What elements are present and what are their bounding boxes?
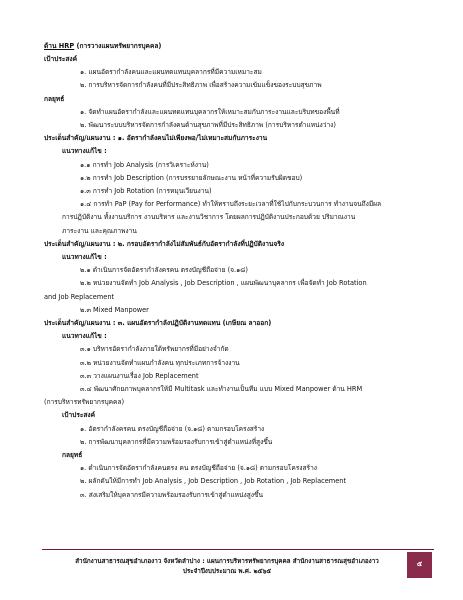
body-heading-line: แนวทางแก้ไข : — [62, 147, 107, 156]
body-heading-line: ประเด็นสำคัญ/แผนงาน : ๒. กรอบอัตรากำลังไม่สัมพันธ์กับอัตรากำลังที่ปฏิบัติงานจริง — [44, 239, 285, 248]
body-text-line: ๑. จัดทำแผนอัตรากำลังและแผนทดแทนบุคลากรให้เหมาะสมกับภาระงานและบริบทของพื้นที่ — [80, 107, 340, 116]
body-text-line: ๑.๔ การทำ PaP (Pay for Performance) ทำให้ทราบถึงระยะเวลาที่ใช้ไปกับกระบวนการ ทำงานจนถึงมีผล — [80, 200, 382, 209]
footer-title: สำนักงานสาธารณสุขอำเภองาว จังหวัดลำปาง : แผนการบริหารทรัพยากรบุคคล สำนักงานสาธารณสุขอำเภองาว — [75, 558, 379, 565]
body-heading-line: แนวทางแก้ไข : — [62, 253, 107, 261]
body-text-line: ภาระงาน และคุณภาพงาน — [62, 226, 137, 235]
body-text-line: ๑. ดำเนินการจัดอัตรากำลังคนตรง คน ตรงบัญชีถือจ่าย (จ.๑๘) ตามกรอบโครงสร้าง — [80, 464, 318, 473]
body-text-line: ๒.๑ ดำเนินการจัดอัตรากำลังครคน ตรงบัญชีถือจ่าย (จ.๑๘) — [80, 266, 248, 275]
page-number-badge — [407, 552, 432, 578]
body-text-line: ๒. การบริหารจัดการกำลังคนที่มีประสิทธิภาพ เพื่อสร้างความเข้มแข็งของระบบสุขภาพ — [80, 81, 322, 90]
body-heading-line: เป้าประสงค์ — [62, 411, 96, 420]
body-text-line: ๑.๓ การทำ Job Rotation (การหมุนเวียนงาน) — [80, 187, 212, 195]
body-heading-line: กลยุทธ์ — [62, 451, 83, 459]
section-heading — [44, 42, 161, 51]
body-text-line: ๒. การพัฒนาบุคลากรที่มีความพร้อมรองรับการเข้าสู่ตำแหน่งที่สูงขึ้น — [80, 437, 273, 446]
section-heading-suffix: (การวางแผนทรัพยากรบุคคล) — [74, 42, 162, 50]
body-text-line: ๓. ส่งเสริมให้บุคลากรมีความพร้อมรองรับการเข้าสู่ตำแหน่งสูงขึ้น — [80, 490, 263, 499]
body-text-line: ๒.๓ Mixed Manpower — [80, 305, 149, 314]
body-heading-line: กลยุทธ์ — [44, 94, 65, 103]
body-text-line: (การบริหารทรัพยากรบุคคล) — [44, 398, 125, 407]
body-text-line: ๓.๔ พัฒนาศักยภาพบุคลากรให้มี Multitask และทำงานเป็นทีม แบบ Mixed Manpower ด้าน HRM — [80, 385, 363, 393]
body-text-line: ๑. อัตรากำลังครคน ตรงบัญชีถือจ่าย (จ.๑๘) ตามกรอบโครงสร้าง — [80, 424, 265, 433]
footer-divider — [42, 549, 434, 550]
body-heading-line: แนวทางแก้ไข : — [62, 332, 107, 341]
body-text-line: ๑. แผนอัตรากำลังคนและแผนทดแทนบุคลากรที่มีความเหมาะสม — [80, 68, 262, 77]
body-text-line: ๒. พัฒนาระบบบริหารจัดการกำลังคนด้านสุขภาพที่มีประสิทธิภาพ (การบริหารตำแหน่งว่าง) — [80, 121, 336, 129]
body-text-line: ๑.๒ การทำ Job Description (การบรรยายลักษณะงาน หน้าที่ความรับผิดชอบ) — [80, 173, 303, 182]
body-text-line: การปฏิบัติงาน ทั้งงานบริการ งานบริหาร และงานวิชาการ โดยผลการปฏิบัติงานประกอบด้วย ปริมาณงาน — [62, 213, 356, 222]
body-text-line: ๓.๑ บริหารอัตรากำลังภายใต้ทรัพยากรที่มีอย่างจำกัด — [80, 345, 229, 354]
body-text-line: ๒. ผลักดันให้มีการทำ Job Analysis , Job Description , Job Rotation , Job Replacement — [80, 477, 347, 486]
body-text-line: and Job Replacement — [44, 292, 115, 301]
page-number: ๕ — [416, 560, 423, 568]
section-heading-prefix: ด้าน HRP — [44, 42, 75, 50]
body-text-line: ๓.๓ วางแผนงานเรื่อง Job Replacement — [80, 371, 199, 380]
body-text-line: ๒.๒ หน่วยงานจัดทำ Job Analysis , Job Description , แผนพัฒนาบุคลากร เพื่อจัดทำ Job Rotation — [80, 279, 367, 288]
footer-fiscal-year: ประจำปีงบประมาณ พ.ศ. ๒๕๖๕ — [182, 568, 272, 575]
body-heading-line: ประเด็นสำคัญ/แผนงาน : ๑. อัตรากำลังคนไม่เพียงพอ/ไม่เหมาะสมกับภาระงาน — [44, 134, 268, 143]
body-text-line: ๓.๒ หน่วยงานจัดทำแผนกำลังคน ทุกประเภทการจ้างงาน — [80, 358, 240, 367]
body-text-line: ๑.๑ การทำ Job Analysis (การวิเคราะห์งาน) — [80, 160, 209, 169]
body-heading-line: ประเด็นสำคัญ/แผนงาน : ๓. แผนอัตรากำลังปฏิบัติงานทดแทน (เกษียณ ลาออก) — [44, 319, 272, 327]
body-heading-line: เป้าประสงค์ — [44, 55, 78, 63]
